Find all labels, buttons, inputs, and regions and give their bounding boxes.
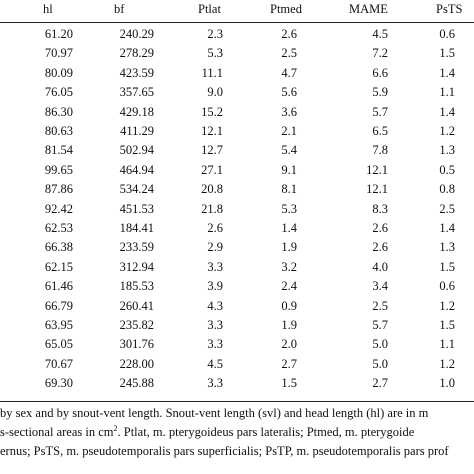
table-top-rule xyxy=(0,22,474,23)
cell-ptmed: 2.0 xyxy=(281,337,297,352)
cell-bf: 502.94 xyxy=(119,143,154,158)
cell-ptmed: 4.7 xyxy=(281,65,297,80)
cell-mame: 2.6 xyxy=(372,221,388,235)
cell-psts: 1.3 xyxy=(439,143,455,158)
cell-hl: 80.63 xyxy=(44,124,73,138)
cell-ptmed: 2.4 xyxy=(281,279,297,294)
cell-ptmed: 5.4 xyxy=(281,143,297,158)
cell-ptlat: 3.9 xyxy=(207,279,223,294)
caption-line-3: ernus; PsTS, m. pseudotemporalis pars superficialis; PsTP, m. pseudotemporalis pars prof xyxy=(0,444,449,458)
cell-psts: 1.2 xyxy=(439,356,455,371)
cell-bf: 184.41 xyxy=(119,221,154,235)
column-header-ptlat: Ptlat xyxy=(198,2,221,16)
cell-hl: 61.46 xyxy=(44,279,73,294)
caption-line-2 xyxy=(0,423,474,442)
cell-ptmed: 5.3 xyxy=(281,201,297,216)
cell-mame: 7.2 xyxy=(372,46,388,61)
cell-bf: 357.65 xyxy=(119,85,154,100)
cell-bf: 185.53 xyxy=(119,279,154,294)
cell-psts: 1.2 xyxy=(439,124,455,138)
cell-mame: 6.6 xyxy=(372,65,388,80)
cell-bf: 228.00 xyxy=(119,356,154,371)
caption-line-1: by sex and by snout-vent length. Snout-vent length (svl) and head length (hl) are in m xyxy=(0,406,429,420)
cell-mame: 4.5 xyxy=(372,27,388,41)
cell-mame: 2.7 xyxy=(372,376,388,391)
cell-ptlat: 20.8 xyxy=(201,182,223,197)
column-header-hl: hl xyxy=(43,2,53,16)
cell-ptlat: 12.7 xyxy=(201,143,223,158)
cell-mame: 12.1 xyxy=(366,162,388,177)
caption-superscript: 2 xyxy=(113,423,118,433)
cell-ptlat: 2.3 xyxy=(207,27,223,41)
column-header-psts: PsTS xyxy=(436,2,463,16)
cell-ptlat: 2.6 xyxy=(207,221,223,235)
cell-hl: 66.38 xyxy=(44,240,73,255)
cell-ptlat: 11.1 xyxy=(201,65,223,80)
cell-hl: 76.05 xyxy=(44,85,73,100)
cell-psts: 1.5 xyxy=(439,318,455,332)
cell-ptmed: 0.9 xyxy=(281,298,297,313)
cell-psts: 1.4 xyxy=(439,104,455,119)
cell-hl: 66.79 xyxy=(44,298,73,313)
cell-psts: 0.5 xyxy=(439,162,455,177)
cell-ptlat: 3.3 xyxy=(207,318,223,332)
cell-mame: 2.6 xyxy=(372,240,388,255)
cell-ptlat: 21.8 xyxy=(201,201,223,216)
cell-ptmed: 9.1 xyxy=(281,162,297,177)
cell-mame: 6.5 xyxy=(372,124,388,138)
cell-bf: 451.53 xyxy=(119,201,154,216)
cell-ptmed: 1.5 xyxy=(281,376,297,391)
cell-psts: 1.1 xyxy=(439,337,455,352)
cell-mame: 7.8 xyxy=(372,143,388,158)
cell-mame: 3.4 xyxy=(372,279,388,294)
cell-ptmed: 1.9 xyxy=(281,240,297,255)
cell-bf: 240.29 xyxy=(119,27,154,41)
cell-ptlat: 27.1 xyxy=(201,162,223,177)
cell-hl: 99.65 xyxy=(44,162,73,177)
cell-hl: 86.30 xyxy=(44,104,73,119)
cell-psts: 0.8 xyxy=(439,182,455,197)
cell-psts: 1.5 xyxy=(439,259,455,274)
cell-mame: 5.0 xyxy=(372,356,388,371)
cell-mame: 2.5 xyxy=(372,298,388,313)
table-bottom-rule xyxy=(0,401,474,402)
cell-bf: 245.88 xyxy=(119,376,154,391)
cell-hl: 61.20 xyxy=(44,27,73,41)
cell-ptmed: 8.1 xyxy=(281,182,297,197)
cell-hl: 70.67 xyxy=(44,356,73,371)
cell-ptmed: 2.6 xyxy=(281,27,297,41)
cell-ptlat: 9.0 xyxy=(207,85,223,100)
cell-mame: 12.1 xyxy=(366,182,388,197)
cell-mame: 8.3 xyxy=(372,201,388,216)
cell-psts: 0.6 xyxy=(439,27,455,41)
table-caption xyxy=(0,404,474,461)
cell-psts: 1.1 xyxy=(439,85,455,100)
cell-bf: 429.18 xyxy=(119,104,154,119)
cell-ptmed: 2.1 xyxy=(281,124,297,138)
cell-ptmed: 1.4 xyxy=(281,221,297,235)
cell-psts: 1.4 xyxy=(439,221,455,235)
cell-bf: 464.94 xyxy=(119,162,154,177)
cell-ptlat: 3.3 xyxy=(207,259,223,274)
cell-bf: 312.94 xyxy=(119,259,154,274)
cell-ptmed: 2.5 xyxy=(281,46,297,61)
cell-ptlat: 5.3 xyxy=(207,46,223,61)
cell-ptlat: 15.2 xyxy=(201,104,223,119)
caption-line-2-text: s-sectional areas in cm xyxy=(0,425,114,439)
cell-psts: 1.4 xyxy=(439,65,455,80)
cell-hl: 63.95 xyxy=(44,318,73,332)
cell-hl: 81.54 xyxy=(44,143,73,158)
column-header-bf: bf xyxy=(114,2,125,16)
cell-ptmed: 3.2 xyxy=(281,259,297,274)
cell-mame: 5.0 xyxy=(372,337,388,352)
caption-line-2-rest: . Ptlat, m. pterygoideus pars lateralis; Ptmed, m. pterygoide xyxy=(117,425,415,439)
cell-psts: 0.6 xyxy=(439,279,455,294)
cell-hl: 80.09 xyxy=(44,65,73,80)
cell-psts: 1.0 xyxy=(439,376,455,391)
cell-ptlat: 12.1 xyxy=(201,124,223,138)
cell-psts: 1.2 xyxy=(439,298,455,313)
cell-bf: 423.59 xyxy=(119,65,154,80)
column-header-ptmed: Ptmed xyxy=(270,2,302,16)
cell-ptlat: 2.9 xyxy=(207,240,223,255)
cell-ptmed: 2.7 xyxy=(281,356,297,371)
cell-hl: 92.42 xyxy=(44,201,73,216)
cell-mame: 5.7 xyxy=(372,318,388,332)
cell-psts: 1.3 xyxy=(439,240,455,255)
cell-hl: 62.15 xyxy=(44,259,73,274)
cell-mame: 5.7 xyxy=(372,104,388,119)
cell-hl: 65.05 xyxy=(44,337,73,352)
cell-bf: 235.82 xyxy=(119,318,154,332)
column-header-mame: MAME xyxy=(349,2,388,16)
cell-mame: 5.9 xyxy=(372,85,388,100)
cell-hl: 87.86 xyxy=(44,182,73,197)
cell-bf: 233.59 xyxy=(119,240,154,255)
cell-ptmed: 3.6 xyxy=(281,104,297,119)
cell-bf: 534.24 xyxy=(119,182,154,197)
cell-hl: 69.30 xyxy=(44,376,73,391)
cell-psts: 2.5 xyxy=(439,201,455,216)
cell-ptlat: 4.5 xyxy=(207,356,223,371)
cell-ptlat: 3.3 xyxy=(207,337,223,352)
cell-mame: 4.0 xyxy=(372,259,388,274)
cell-ptmed: 5.6 xyxy=(281,85,297,100)
cell-ptlat: 3.3 xyxy=(207,376,223,391)
cell-bf: 411.29 xyxy=(120,124,154,138)
cell-psts: 1.5 xyxy=(439,46,455,61)
cell-ptlat: 4.3 xyxy=(207,298,223,313)
cell-bf: 260.41 xyxy=(119,298,154,313)
cell-hl: 70.97 xyxy=(44,46,73,61)
cell-hl: 62.53 xyxy=(44,221,73,235)
cell-bf: 278.29 xyxy=(119,46,154,61)
cell-bf: 301.76 xyxy=(119,337,154,352)
cell-ptmed: 1.9 xyxy=(281,318,297,332)
